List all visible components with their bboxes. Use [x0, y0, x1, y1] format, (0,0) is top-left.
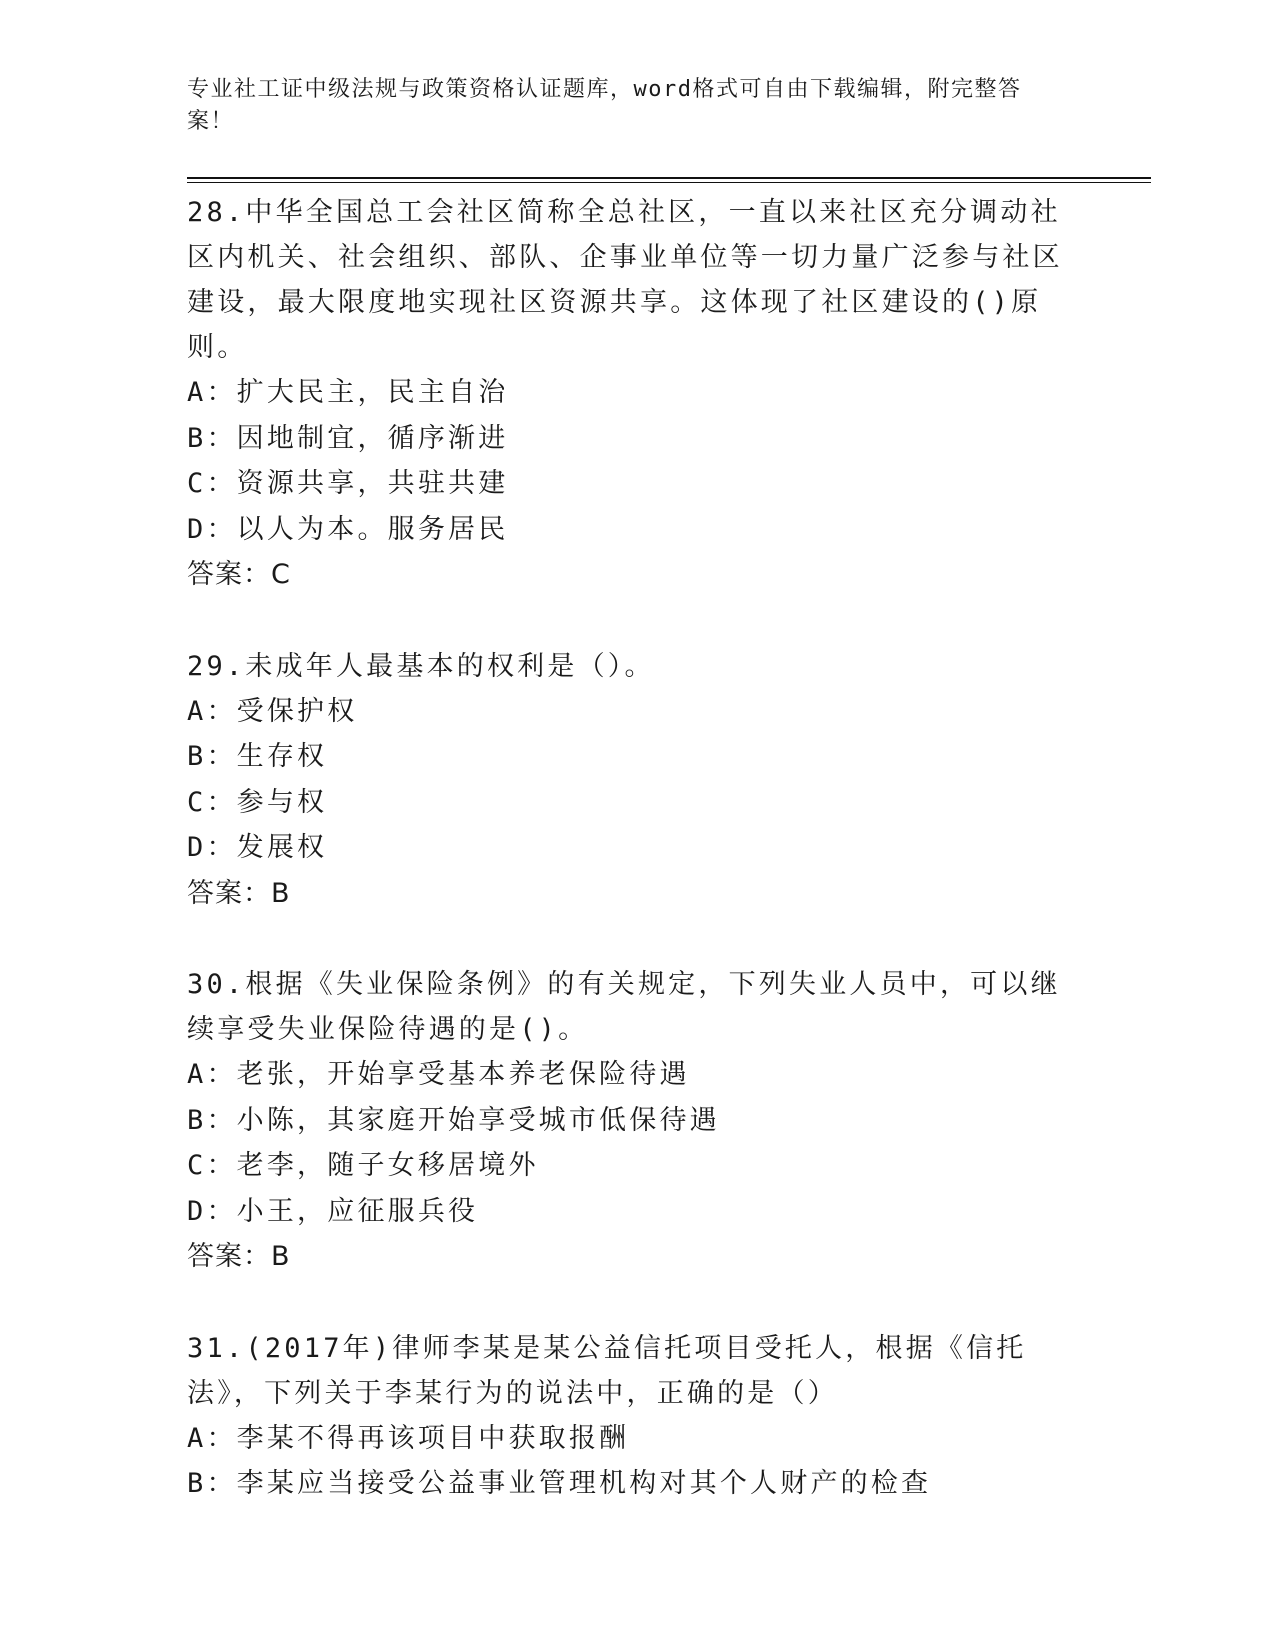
answer-line: 答案：C: [187, 559, 291, 590]
question-stem: 31.(2017年)律师李某是某公益信托项目受托人，根据《信托法》，下列关于李某行为的说法中，正确的是（）: [187, 1332, 1027, 1409]
option-c: C：参与权: [187, 786, 328, 818]
question-30: [187, 962, 1087, 1280]
question-29: [187, 644, 1087, 917]
question-stem: 30.根据《失业保险条例》的有关规定，下列失业人员中，可以继续享受失业保险待遇的是()。: [187, 969, 1061, 1045]
answer-line: 答案：B: [187, 877, 291, 909]
question-stem: 28.中华全国总工会社区简称全总社区，一直以来社区充分调动社区内机关、社会组织、部队、企事业单位等一切力量广泛参与社区建设，最大限度地实现社区资源共享。这体现了社区建设的()原则。: [187, 197, 1063, 363]
option-a: A：扩大民主，民主自治: [187, 377, 509, 408]
option-a: A：李某不得再该项目中获取报酬: [187, 1422, 630, 1454]
answer-line: 答案：B: [187, 1241, 291, 1272]
question-31: [187, 1326, 1087, 1507]
page-header-text: 专业社工证中级法规与政策资格认证题库，word格式可自由下载编辑，附完整答案！: [187, 77, 1022, 134]
question-stem: 29.未成年人最基本的权利是（）。: [187, 650, 655, 682]
header-divider-thick: [187, 177, 1151, 179]
option-b: B：小陈，其家庭开始享受城市低保待遇: [187, 1104, 720, 1136]
option-b: B：因地制宜，循序渐进: [187, 422, 509, 454]
question-list: [187, 190, 1087, 1553]
option-b: B：李某应当接受公益事业管理机构对其个人财产的检查: [187, 1468, 932, 1499]
option-d: D：以人为本。服务居民: [187, 513, 509, 545]
option-d: D：发展权: [187, 832, 328, 863]
option-d: D：小王，应征服兵役: [187, 1195, 479, 1227]
option-c: C：老李，随子女移居境外: [187, 1150, 539, 1181]
header-divider-thin: [187, 182, 1151, 183]
question-28: [187, 190, 1087, 598]
option-a: A：老张，开始享受基本养老保险待遇: [187, 1059, 690, 1090]
option-b: B：生存权: [187, 741, 328, 772]
option-c: C：资源共享，共驻共建: [187, 468, 509, 499]
option-a: A：受保护权: [187, 695, 358, 727]
